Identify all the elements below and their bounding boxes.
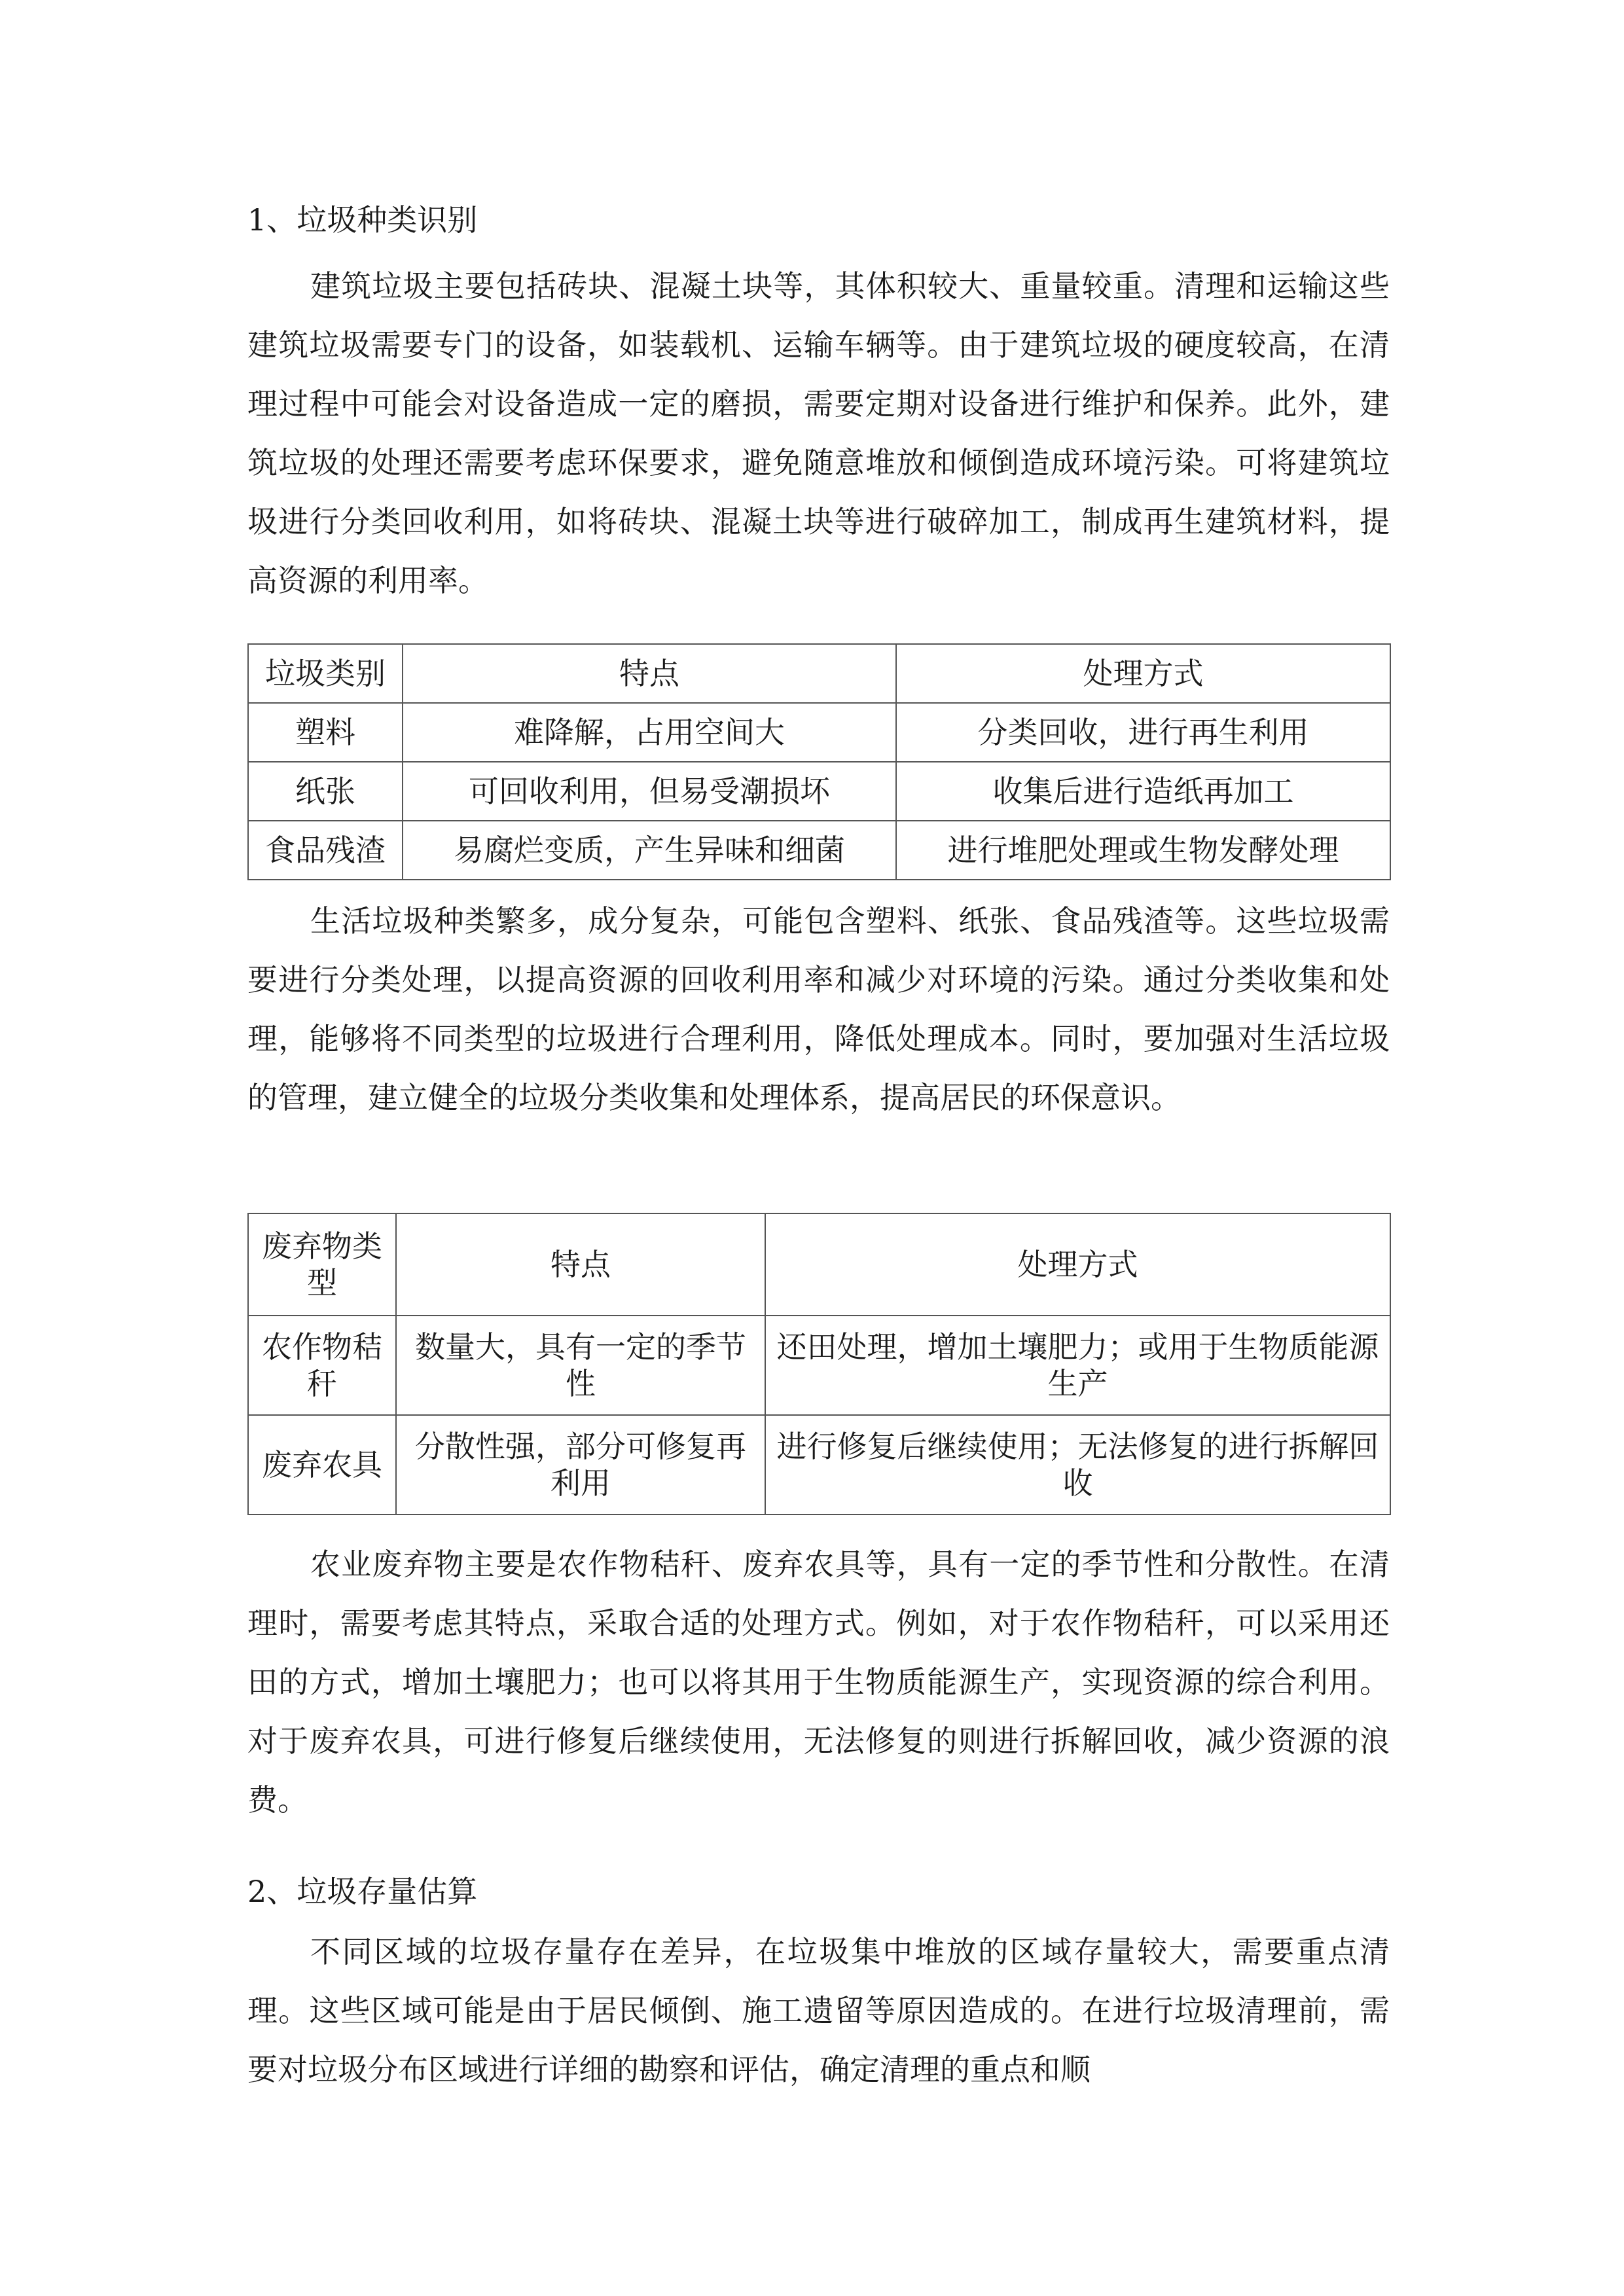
- table-row: [248, 703, 1390, 762]
- header-cell: 处理方式: [896, 644, 1390, 703]
- table-cell: 易腐烂变质，产生异味和细菌: [403, 821, 896, 880]
- table-row: [248, 762, 1390, 821]
- table-cell: 塑料: [248, 703, 403, 762]
- table-header-row: [248, 1213, 1390, 1316]
- waste-category-table: [247, 643, 1391, 880]
- table-cell: 分散性强，部分可修复再利用: [396, 1415, 765, 1515]
- table-row: [248, 1316, 1390, 1415]
- table-cell: 进行堆肥处理或生物发酵处理: [896, 821, 1390, 880]
- header-cell: 特点: [403, 644, 896, 703]
- header-cell: 特点: [396, 1213, 765, 1316]
- agricultural-waste-table: [247, 1213, 1391, 1515]
- table-cell: 可回收利用，但易受潮损坏: [403, 762, 896, 821]
- table-row: [248, 821, 1390, 880]
- paragraph-construction-waste: 建筑垃圾主要包括砖块、混凝土块等，其体积较大、重量较重。清理和运输这些建筑垃圾需要专门的设备，如装载机、运输车辆等。由于建筑垃圾的硬度较高，在清理过程中可能会对设备造成一定的磨损，需要定期对设备进行维护和保养。此外，建筑垃圾的处理还需要考虑环保要求，避免随意堆放和倾倒造成环境污染。可将建筑垃圾进行分类回收利用，如将砖块、混凝土块等进行破碎加工，制成再生建筑材料，提高资源的利用率。: [247, 268, 1390, 598]
- header-cell: 垃圾类别: [248, 644, 403, 703]
- paragraph-waste-volume: 不同区域的垃圾存量存在差异，在垃圾集中堆放的区域存量较大，需要重点清理。这些区域可能是由于居民倾倒、施工遗留等原因造成的。在进行垃圾清理前，需要对垃圾分布区域进行详细的勘察和评估，确定清理的重点和顺: [247, 1934, 1390, 2087]
- table-cell: 还田处理，增加土壤肥力；或用于生物质能源生产: [765, 1316, 1390, 1415]
- table-cell: 进行修复后继续使用；无法修复的进行拆解回收: [765, 1415, 1390, 1515]
- table-cell: 数量大，具有一定的季节性: [396, 1316, 765, 1415]
- section-heading-2: 2、垃圾存量估算: [247, 1874, 478, 1909]
- table-cell: 分类回收，进行再生利用: [896, 703, 1390, 762]
- paragraph-agricultural-waste: 农业废弃物主要是农作物秸秆、废弃农具等，具有一定的季节性和分散性。在清理时，需要考虑其特点，采取合适的处理方式。例如，对于农作物秸秆，可以采用还田的方式，增加土壤肥力；也可以将其用于生物质能源生产，实现资源的综合利用。对于废弃农具，可进行修复后继续使用，无法修复的则进行拆解回收，减少资源的浪费。: [247, 1547, 1390, 1818]
- table-cell: 纸张: [248, 762, 403, 821]
- section-heading-1: 1、垃圾种类识别: [247, 202, 478, 238]
- paragraph-household-waste: 生活垃圾种类繁多，成分复杂，可能包含塑料、纸张、食品残渣等。这些垃圾需要进行分类处理，以提高资源的回收利用率和减少对环境的污染。通过分类收集和处理，能够将不同类型的垃圾进行合理利用，降低处理成本。同时，要加强对生活垃圾的管理，建立健全的垃圾分类收集和处理体系，提高居民的环保意识。: [247, 903, 1390, 1115]
- table-cell: 农作物秸秆: [248, 1316, 396, 1415]
- header-cell: 废弃物类型: [248, 1213, 396, 1316]
- table-header-row: [248, 644, 1390, 703]
- table-row: [248, 1415, 1390, 1515]
- header-cell: 处理方式: [765, 1213, 1390, 1316]
- table-cell: 收集后进行造纸再加工: [896, 762, 1390, 821]
- table-cell: 难降解，占用空间大: [403, 703, 896, 762]
- table-cell: 食品残渣: [248, 821, 403, 880]
- table-cell: 废弃农具: [248, 1415, 396, 1515]
